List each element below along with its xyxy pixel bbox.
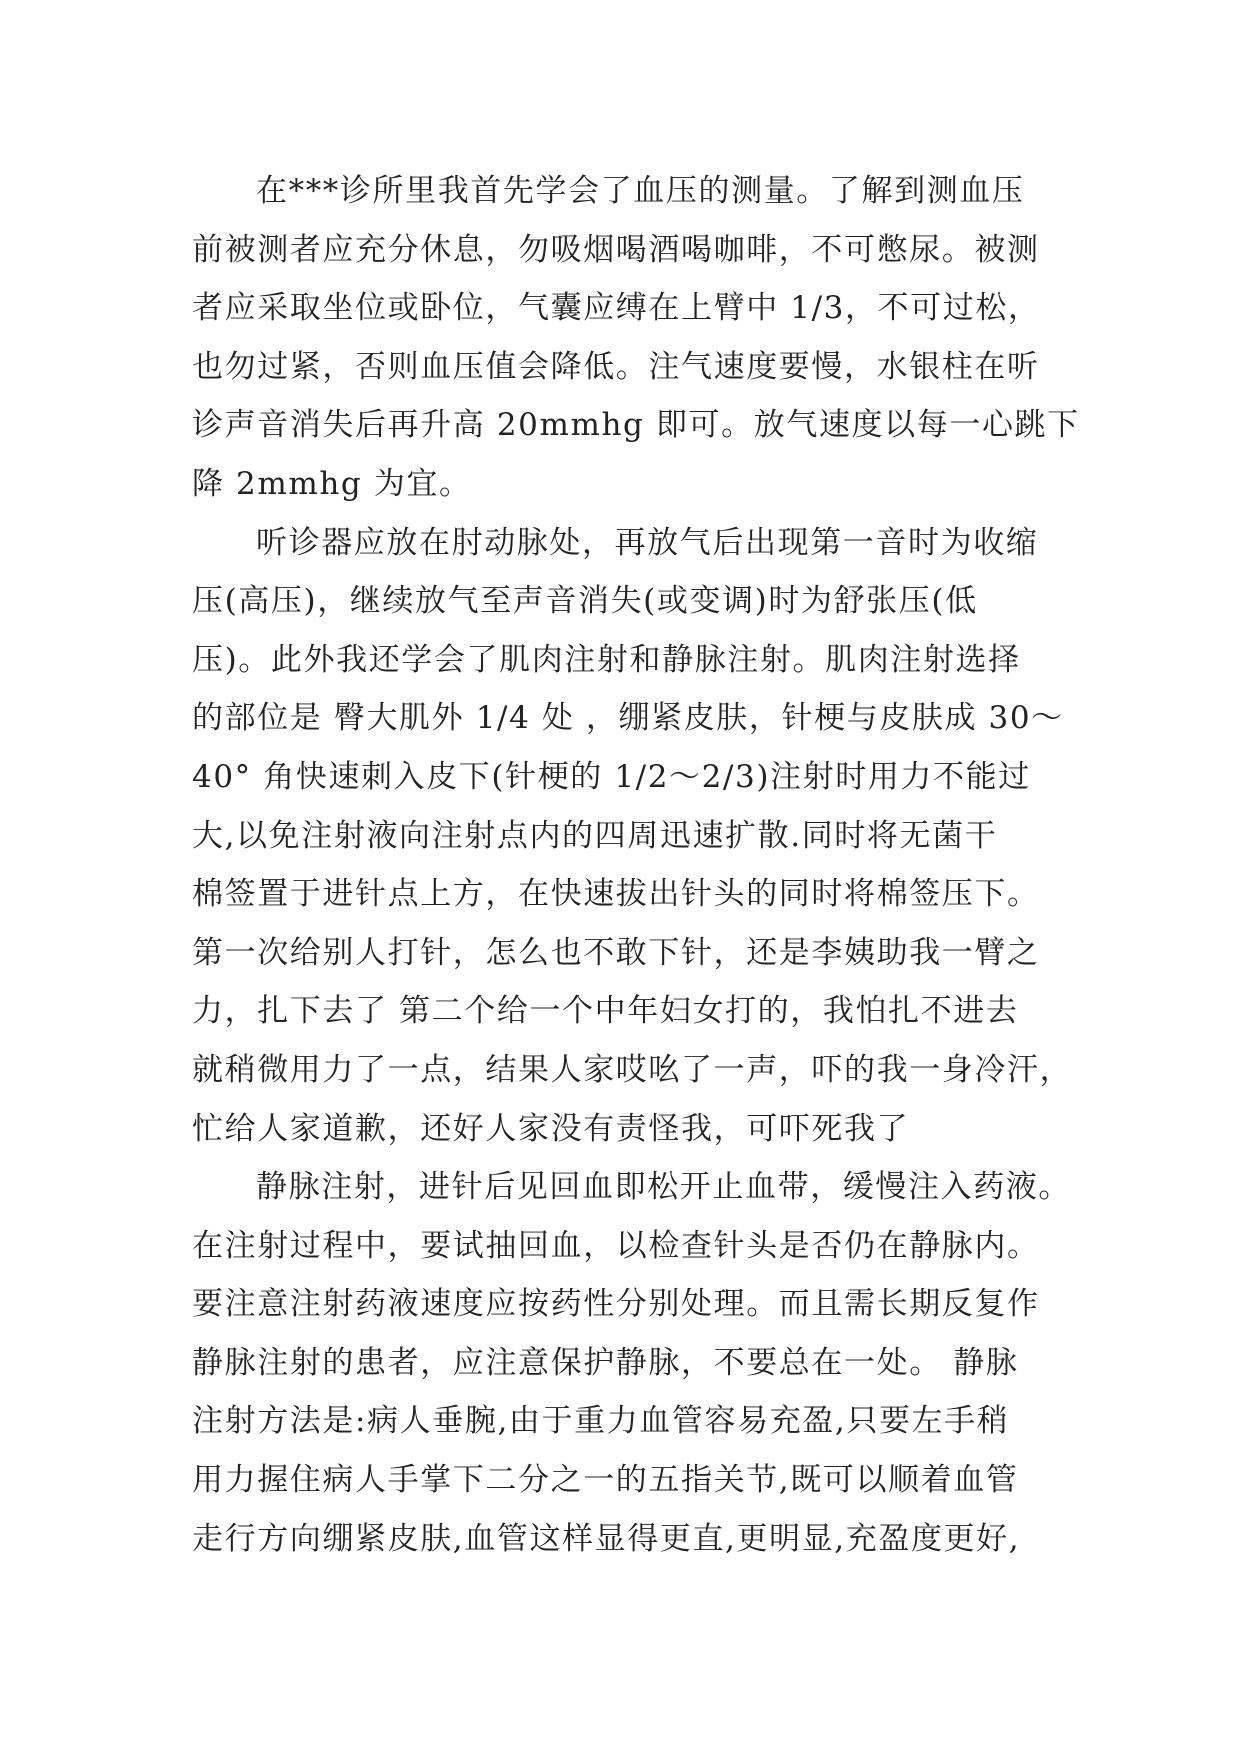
text-line: 走行方向绷紧皮肤,血管这样显得更直,更明显,充盈度更好, xyxy=(192,1520,1021,1557)
text-line: 忙给人家道歉，还好人家没有责怪我，可吓死我了 xyxy=(192,1110,910,1147)
text-line: 大,以免注射液向注射点内的四周迅速扩散.同时将无菌干 xyxy=(192,817,998,854)
text-line: 压(高压)，继续放气至声音消失(或变调)时为舒张压(低 xyxy=(192,583,978,620)
text-line: 40° 角快速刺入皮下(针梗的 1/2～2/3)注射时用力不能过 xyxy=(192,758,1031,795)
text-line: 在***诊所里我首先学会了血压的测量。了解到测血压 xyxy=(256,173,1025,209)
text-line: 诊声音消失后再升高 20mmhg 即可。放气速度以每一心跳下 xyxy=(192,407,1080,444)
text-line: 第一次给别人打针，怎么也不敢下针，还是李姨助我一臂之 xyxy=(192,934,1040,971)
text-line: 听诊器应放在肘动脉处，再放气后出现第一音时为收缩 xyxy=(256,524,1039,561)
text-line: 前被测者应充分休息，勿吸烟喝酒喝咖啡，不可憋尿。被测 xyxy=(192,231,1040,268)
text-line: 静脉注射的患者，应注意保护静脉，不要总在一处。 静脉 xyxy=(192,1344,1019,1381)
text-line: 降 2mmhg 为宜。 xyxy=(192,465,472,502)
text-line: 用力握住病人手掌下二分之一的五指关节,既可以顺着血管 xyxy=(192,1462,1019,1499)
text-line: 压)。此外我还学会了肌肉注射和静脉注射。肌肉注射选择 xyxy=(192,641,1021,678)
text-line: 要注意注射药液速度应按药性分别处理。而且需长期反复作 xyxy=(192,1286,1040,1323)
text-line: 者应采取坐位或卧位，气囊应缚在上臂中 1/3，不可过松， xyxy=(192,290,1041,327)
text-line: 棉签置于进针点上方，在快速拔出针头的同时将棉签压下。 xyxy=(192,876,1040,913)
text-line: 静脉注射，进针后见回血即松开止血带，缓慢注入药液。 xyxy=(256,1169,1071,1206)
text-line: 的部位是 臀大肌外 1/4 处 ，绷紧皮肤，针梗与皮肤成 30～ xyxy=(192,700,1064,737)
body-text xyxy=(192,162,1080,1568)
text-line: 也勿过紧，否则血压值会降低。注气速度要慢，水银柱在听 xyxy=(192,348,1040,385)
text-line: 力，扎下去了 第二个给一个中年妇女打的，我怕扎不进去 xyxy=(192,993,1019,1030)
text-line: 注射方法是:病人垂腕,由于重力血管容易充盈,只要左手稍 xyxy=(192,1403,1010,1440)
text-line: 在注射过程中，要试抽回血，以检查针头是否仍在静脉内。 xyxy=(192,1227,1040,1264)
text-line: 就稍微用力了一点，结果人家哎吆了一声，吓的我一身冷汗， xyxy=(192,1051,1073,1088)
